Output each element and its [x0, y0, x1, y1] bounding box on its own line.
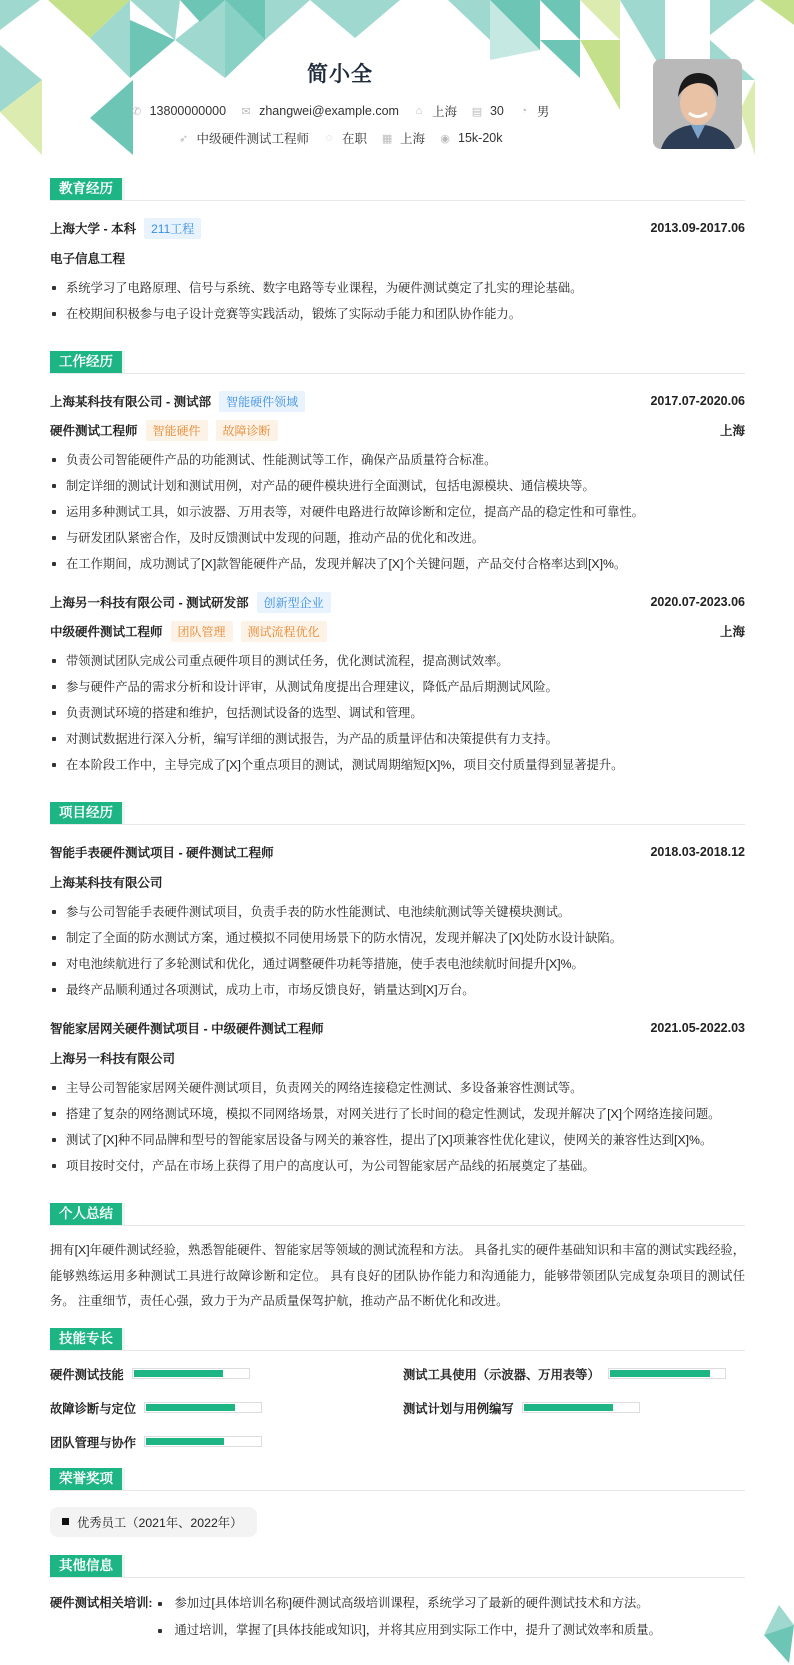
work-city: 上海 [400, 132, 426, 146]
company-row [50, 588, 745, 616]
job-status: 在职 [342, 132, 368, 146]
bullet-item: 项目按时交付，产品在市场上获得了用户的高度认可，为公司智能家居产品线的拓展奠定了基础。 [50, 1153, 745, 1179]
major: 电子信息工程 [50, 252, 126, 266]
skill-name: 故障诊断与定位 [50, 1401, 137, 1416]
company-left [50, 592, 331, 613]
decorative-corner-triangle [754, 1605, 794, 1665]
project-company: 上海某科技有限公司 [50, 876, 163, 890]
skill-item [50, 1431, 403, 1453]
skills-grid [50, 1363, 745, 1453]
skill-name: 团队管理与协作 [50, 1435, 137, 1450]
company-row [50, 387, 745, 415]
bullet-item: 参与硬件产品的需求分析和设计评审，从测试角度提出合理建议，降低产品后期测试风险。 [50, 674, 745, 700]
section-title: 项目经历 [50, 802, 122, 824]
role-left [50, 621, 327, 642]
square-bullet-icon [62, 1518, 69, 1525]
date: 2020.07-2023.06 [650, 595, 745, 609]
work-item [50, 387, 745, 577]
section-title: 荣誉奖项 [50, 1468, 122, 1490]
location: 上海 [719, 424, 745, 438]
bullet-item: 对电池续航进行了多轮测试和优化，通过调整硬件功耗等措施，使手表电池续航时间提升[X]%。 [50, 951, 745, 977]
bullet-item: 制定详细的测试计划和测试用例，对产品的硬件模块进行全面测试，包括电源模块、通信模块等。 [50, 473, 745, 499]
phone-icon: ✆ [132, 105, 142, 118]
home-icon: ⌂ [415, 105, 423, 117]
target-position: 中级硬件测试工程师 [196, 132, 309, 146]
project-company-row [50, 1044, 745, 1072]
section-title: 教育经历 [50, 178, 122, 200]
project-item [50, 838, 745, 1003]
section-header-skills [50, 1328, 745, 1350]
bullet-item: 参与公司智能手表硬件测试项目，负责手表的防水性能测试、电池续航测试等关键模块测试。 [50, 899, 745, 925]
skill-level-fill [610, 1370, 710, 1377]
project-name: 智能手表硬件测试项目 - 硬件测试工程师 [50, 846, 274, 860]
gender: 男 [536, 105, 550, 119]
date: 2018.03-2018.12 [650, 845, 745, 859]
section-header-summary [50, 1203, 745, 1225]
tag: 测试流程优化 [241, 621, 327, 642]
section-title: 技能专长 [50, 1328, 122, 1350]
gender-icon: ◔ [520, 105, 528, 117]
skill-level-fill [146, 1404, 235, 1411]
skill-item [403, 1397, 745, 1419]
company: 上海另一科技有限公司 - 测试研发部 [50, 596, 249, 610]
candidate-name: 简小全 [307, 63, 373, 86]
bullet-item: 最终产品顺利通过各项测试，成功上市，市场反馈良好，销量达到[X]万台。 [50, 977, 745, 1003]
bullet-item: 测试了[X]种不同品牌和型号的智能家居设备与网关的兼容性，提出了[X]项兼容性优化建议，使网关的兼容性达到[X]%。 [50, 1127, 745, 1153]
age-icon: ▤ [471, 105, 483, 118]
skill-item [50, 1363, 403, 1385]
role: 中级硬件测试工程师 [50, 625, 163, 639]
project-item [50, 1014, 745, 1179]
salary-icon: ◉ [440, 132, 450, 145]
skill-level-bar [522, 1402, 640, 1413]
date: 2013.09-2017.06 [650, 221, 745, 235]
other-info-row [50, 1590, 745, 1644]
bullet-item: 系统学习了电路原理、信号与系统、数字电路等专业课程，为硬件测试奠定了扎实的理论基础。 [50, 275, 745, 301]
project-name: 智能家居网关硬件测试项目 - 中级硬件测试工程师 [50, 1022, 324, 1036]
salary: 15k-20k [458, 131, 503, 145]
bullet-item: 搭建了复杂的网络测试环境，模拟不同网络场景，对网关进行了长时间的稳定性测试，发现并解决了[X]个网络连接问题。 [50, 1101, 745, 1127]
skill-name: 测试计划与用例编写 [403, 1401, 514, 1416]
email: zhangwei@example.com [259, 104, 399, 118]
section-header-work [50, 351, 745, 373]
job-intent-row [0, 129, 680, 147]
tag: 智能硬件领域 [219, 391, 305, 412]
tag: 智能硬件 [146, 420, 208, 441]
skill-level-fill [524, 1404, 613, 1411]
bullet-item: 与研发团队紧密合作，及时反馈测试中发现的问题，推动产品的优化和改进。 [50, 525, 745, 551]
bullet-item: 带领测试团队完成公司重点硬件项目的测试任务，优化测试流程，提高测试效率。 [50, 648, 745, 674]
skill-name: 测试工具使用（示波器、万用表等） [403, 1367, 600, 1382]
email-icon: ✉ [241, 105, 251, 118]
tag: 故障诊断 [216, 420, 278, 441]
major-row [50, 244, 745, 272]
role-row [50, 617, 745, 645]
phone: 13800000000 [149, 104, 227, 118]
project-company-row [50, 868, 745, 896]
section-title: 工作经历 [50, 351, 122, 373]
bullet-list [50, 648, 745, 778]
bullet-item: 制定了全面的防水测试方案，通过模拟不同使用场景下的防水情况，发现并解决了[X]处防水设计缺陷。 [50, 925, 745, 951]
honor-text: 优秀员工（2021年、2022年） [77, 1515, 243, 1530]
section-header-education [50, 178, 745, 200]
bullet-item: 对测试数据进行深入分析，编写详细的测试报告，为产品的质量评估和决策提供有力支持。 [50, 726, 745, 752]
skill-level-bar [132, 1368, 250, 1379]
resume-body [50, 178, 745, 1644]
project-company: 上海另一科技有限公司 [50, 1052, 176, 1066]
send-icon: ➶ [178, 132, 189, 145]
role-row [50, 416, 745, 444]
date: 2021.05-2022.03 [650, 1021, 745, 1035]
bullet-item: 主导公司智能家居网关硬件测试项目，负责网关的网络连接稳定性测试、多设备兼容性测试等。 [50, 1075, 745, 1101]
education-left [50, 218, 201, 239]
role-left [50, 420, 278, 441]
project-row [50, 838, 745, 866]
work-item [50, 588, 745, 778]
education-row [50, 214, 745, 242]
date: 2017.07-2020.06 [650, 394, 745, 408]
skill-level-bar [608, 1368, 726, 1379]
bullet-item: 负责测试环境的搭建和维护，包括测试设备的选型、调试和管理。 [50, 700, 745, 726]
education-item [50, 214, 745, 327]
skill-level-bar [144, 1402, 262, 1413]
honor-item [50, 1507, 257, 1537]
bullet-item: 在校期间积极参与电子设计竞赛等实践活动，锻炼了实际动手能力和团队协作能力。 [50, 301, 745, 327]
bullet-item: 运用多种测试工具，如示波器、万用表等，对硬件电路进行故障诊断和定位，提高产品的稳定性和可靠性。 [50, 499, 745, 525]
project-row [50, 1014, 745, 1042]
summary-text: 拥有[X]年硬件测试经验，熟悉智能硬件、智能家居等领域的测试流程和方法。 具备扎实的硬件基础知识和丰富的测试实践经验，能够熟练运用多种测试工具进行故障诊断和定位。 具有良好的团队协作能力和沟通能力，能够带领团队完成复杂项目的测试任务。 注重细节，责任心强，致力于为产品质量保驾护航，推动产品不断优化和改进。 [50, 1243, 745, 1308]
company: 上海某科技有限公司 - 测试部 [50, 395, 212, 409]
bullet-item: 负责公司智能硬件产品的功能测试、性能测试等工作，确保产品质量符合标准。 [50, 447, 745, 473]
role: 硬件测试工程师 [50, 424, 138, 438]
company-left [50, 391, 305, 412]
skill-level-fill [146, 1438, 224, 1445]
section-title: 其他信息 [50, 1555, 122, 1577]
contact-row [0, 102, 680, 120]
section-title: 个人总结 [50, 1203, 122, 1225]
skill-item [403, 1363, 745, 1385]
bullet-item: 通过培训，掌握了[具体技能或知识]，并将其应用到实际工作中，提升了测试效率和质量。 [156, 1617, 660, 1644]
bullet-list [50, 447, 745, 577]
section-header-projects [50, 802, 745, 824]
skill-level-fill [134, 1370, 223, 1377]
bullet-list [50, 275, 745, 327]
tag: 211工程 [144, 218, 201, 239]
tag: 创新型企业 [257, 592, 331, 613]
school: 上海大学 - 本科 [50, 222, 137, 236]
skill-level-bar [144, 1436, 262, 1447]
bullet-list [50, 1075, 745, 1179]
avatar-photo [653, 59, 742, 149]
bullet-list [50, 899, 745, 1003]
bullet-list [156, 1590, 660, 1644]
building-icon: ▦ [381, 132, 393, 145]
other-info-key: 硬件测试相关培训: [50, 1595, 153, 1610]
tag: 团队管理 [171, 621, 233, 642]
status-icon: ◌ [325, 132, 333, 144]
bullet-item: 参加过[具体培训名称]硬件测试高级培训课程，系统学习了最新的硬件测试技术和方法。 [156, 1590, 660, 1617]
bullet-item: 在工作期间，成功测试了[X]款智能硬件产品，发现并解决了[X]个关键问题，产品交付合格率达到[X]%。 [50, 551, 745, 577]
skill-name: 硬件测试技能 [50, 1367, 124, 1382]
bullet-item: 在本阶段工作中，主导完成了[X]个重点项目的测试，测试周期缩短[X]%，项目交付质量得到显著提升。 [50, 752, 745, 778]
skill-item [50, 1397, 403, 1419]
section-header-other [50, 1555, 745, 1577]
location: 上海 [719, 625, 745, 639]
section-header-honors [50, 1468, 745, 1490]
age: 30 [489, 104, 504, 118]
city: 上海 [431, 105, 457, 119]
